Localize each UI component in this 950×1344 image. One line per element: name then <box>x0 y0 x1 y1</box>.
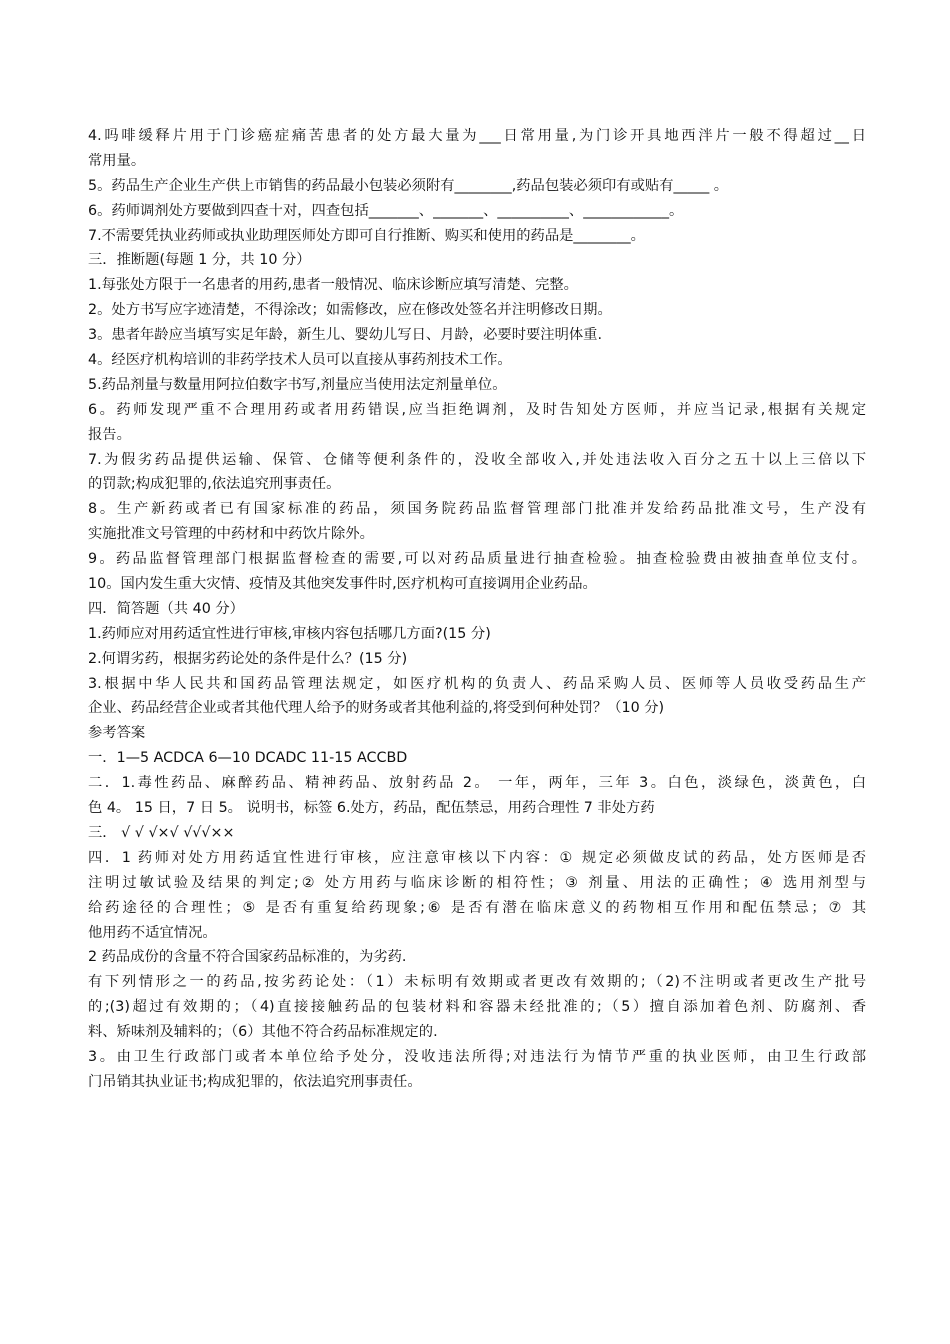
text-line: 6。药师调剂处方要做到四查十对，四查包括_______、_______、__________、____________。 <box>88 202 684 219</box>
text-line: 2.何谓劣药，根据劣药论处的条件是什么？(15 分) <box>88 650 408 667</box>
text-line: 常用量。 <box>88 152 146 169</box>
text-line: 他用药不适宜情况。 <box>88 924 217 941</box>
text-line: 二．1.毒性药品、麻醉药品、精神药品、放射药品 2。 一年，两年，三年 3。白色，淡绿色，淡黄色，白 <box>88 775 866 792</box>
text-line: 给药途径的合理性；⑤ 是否有重复给药现象;⑥ 是否有潜在临床意义的药物相互作用和配伍禁忌；⑦ 其 <box>88 899 866 916</box>
text-line: 2 药品成份的含量不符合国家药品标准的，为劣药. <box>88 949 407 966</box>
text-line: 5。药品生产企业生产供上市销售的药品最小包装必须附有________,药品包装必须印有或贴有_____ 。 <box>88 177 729 194</box>
text-line: 8。生产新药或者已有国家标准的药品，须国务院药品监督管理部门批准并发给药品批准文号，生产没有 <box>88 501 866 518</box>
text-line: 报告。 <box>88 426 131 443</box>
text-line: 10。国内发生重大灾情、疫情及其他突发事件时,医疗机构可直接调用企业药品。 <box>88 576 597 593</box>
text-line: 5.药品剂量与数量用阿拉伯数字书写,剂量应当使用法定剂量单位。 <box>88 376 507 393</box>
text-line: 1.每张处方限于一名患者的用药,患者一般情况、临床诊断应填写清楚、完整。 <box>88 277 578 294</box>
text-line: 3。由卫生行政部门或者本单位给予处分，没收违法所得;对违法行为情节严重的执业医师，由卫生行政部 <box>88 1048 866 1065</box>
document-body <box>88 124 866 1095</box>
text-line: 四．简答题（共 40 分） <box>88 600 244 617</box>
text-line: 三． √ √ √×√ √√√×× <box>88 824 235 841</box>
text-line: 6。药师发现严重不合理用药或者用药错误,应当拒绝调剂，及时告知处方医师，并应当记录,根据有关规定 <box>88 401 866 418</box>
text-line: 实施批准文号管理的中药材和中药饮片除外。 <box>88 526 374 543</box>
text-line: 门吊销其执业证书;构成犯罪的，依法追究刑事责任。 <box>88 1073 422 1090</box>
text-line: 2。处方书写应字迹清楚，不得涂改；如需修改，应在修改处签名并注明修改日期。 <box>88 302 612 319</box>
text-line: 7.为假劣药品提供运输、保管、仓储等便利条件的，没收全部收入,并处违法收入百分之五十以上三倍以下 <box>88 451 866 468</box>
text-line: 9。药品监督管理部门根据监督检查的需要,可以对药品质量进行抽查检验。抽查检验费由被抽查单位支付。 <box>88 551 866 568</box>
text-line: 3.根据中华人民共和国药品管理法规定，如医疗机构的负责人、药品采购人员、医师等人员收受药品生产 <box>88 675 866 692</box>
text-line: 参考答案 <box>88 725 146 742</box>
text-line: 4.吗啡缓释片用于门诊癌症痛苦患者的处方最大量为___日常用量,为门诊开具地西泮片一般不得超过__日 <box>88 128 866 144</box>
text-line: 有下列情形之一的药品,按劣药论处：（1）未标明有效期或者更改有效期的;（2)不注明或者更改生产批号 <box>88 974 866 991</box>
text-line: 三．推断题(每题 1 分，共 10 分） <box>88 252 311 269</box>
text-line: 3。患者年龄应当填写实足年龄，新生儿、婴幼儿写日、月龄，必要时要注明体重. <box>88 327 603 344</box>
text-line: 四．1 药师对处方用药适宜性进行审核，应注意审核以下内容：① 规定必须做皮试的药品，处方医师是否 <box>88 849 866 866</box>
text-line: 1.药师应对用药适宜性进行审核,审核内容包括哪几方面?(15 分) <box>88 625 491 642</box>
text-line: 注明过敏试验及结果的判定;② 处方用药与临床诊断的相符性；③ 剂量、用法的正确性；④ 选用剂型与 <box>88 874 866 891</box>
text-line: 的;(3)超过有效期的；（4)直接接触药品的包装材料和容器未经批准的;（5）擅自添加着色剂、防腐剂、香 <box>88 999 866 1016</box>
text-line: 一．1—5 ACDCA 6—10 DCADC 11-15 ACCBD <box>88 750 408 767</box>
text-line: 4。经医疗机构培训的非药学技术人员可以直接从事药剂技术工作。 <box>88 352 512 369</box>
text-line: 7.不需要凭执业药师或执业助理医师处方即可自行推断、购买和使用的药品是________。 <box>88 227 645 244</box>
text-line: 企业、药品经营企业或者其他代理人给予的财务或者其他利益的,将受到何种处罚？（10 分) <box>88 700 665 717</box>
text-line: 色 4。 15 日，7 日 5。 说明书，标签 6.处方，药品，配伍禁忌，用药合理性 7 非处方药 <box>88 800 655 817</box>
text-line: 的罚款;构成犯罪的,依法追究刑事责任。 <box>88 476 341 493</box>
text-line: 料、矫味剂及辅料的；（6）其他不符合药品标准规定的. <box>88 1024 438 1041</box>
